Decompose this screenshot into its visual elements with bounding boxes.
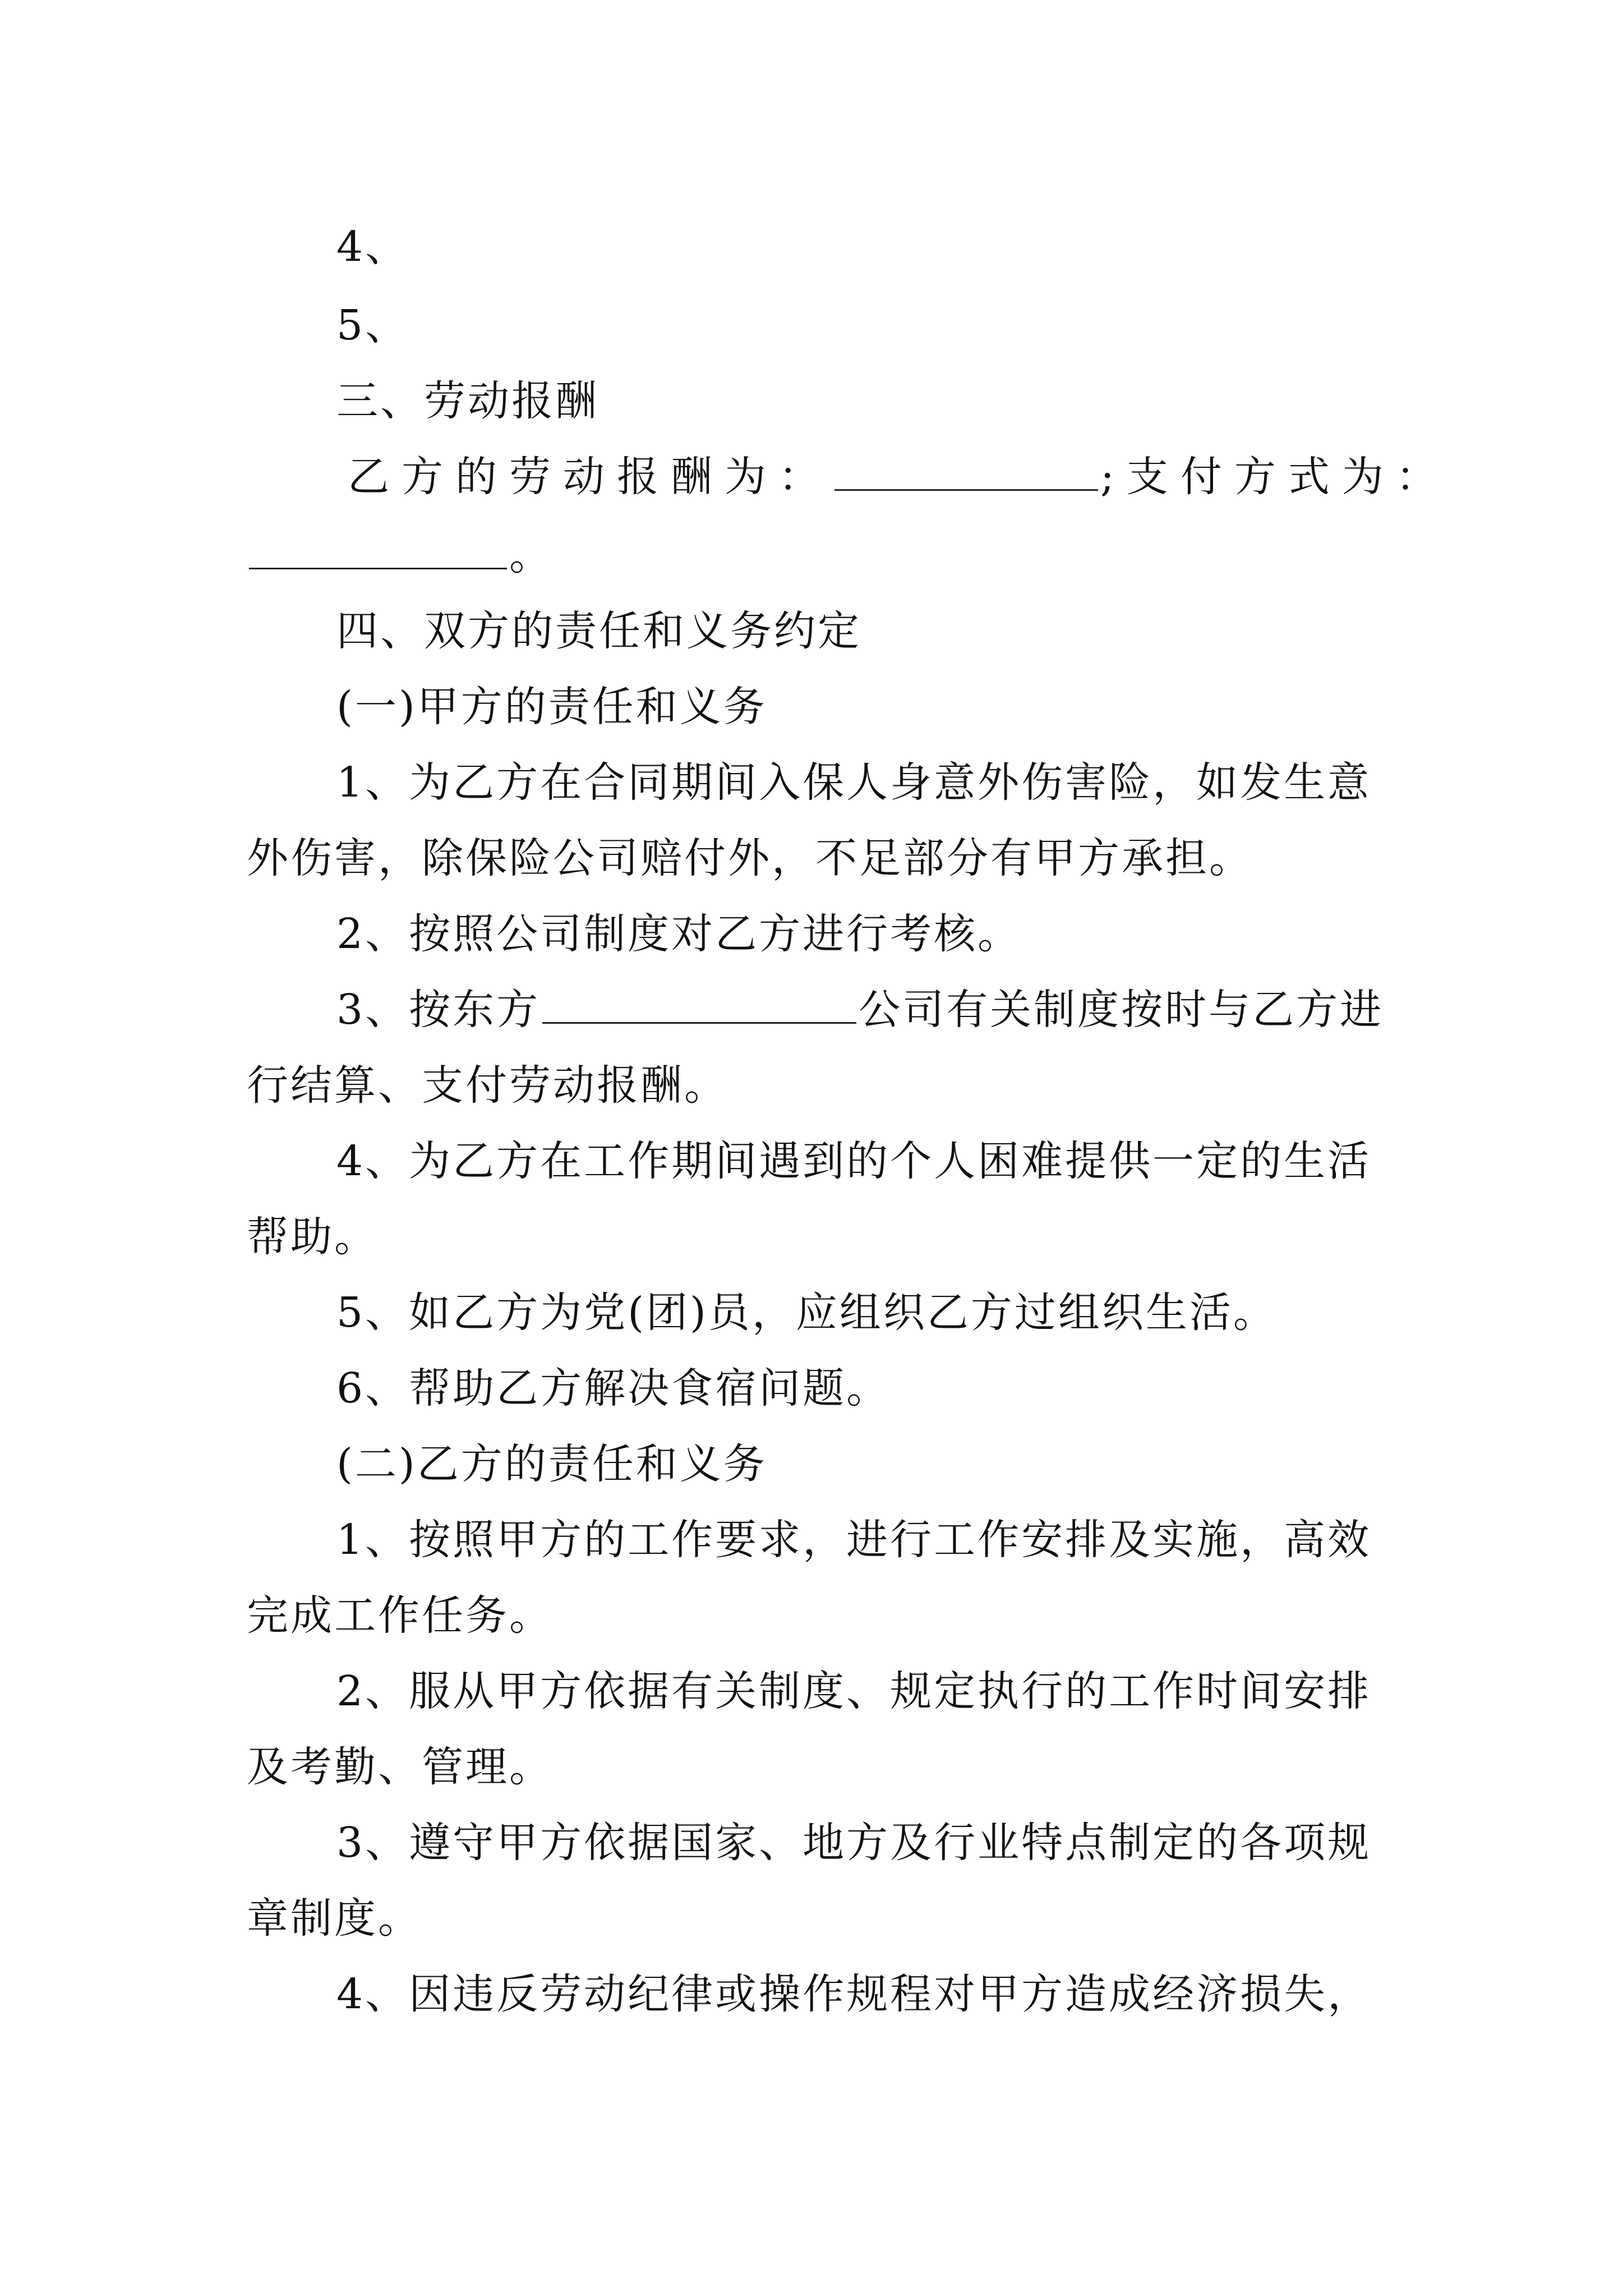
paragraph-line: 完成工作任务。 — [247, 1591, 553, 1640]
paragraph-line: 1、按照甲方的工作要求，进行工作安排及实施，高效 — [336, 1516, 1372, 1564]
paragraph-line: 行结算、支付劳动报酬。 — [247, 1061, 728, 1110]
paragraph-line: 外伤害，除保险公司赔付外，不足部分有甲方承担。 — [247, 834, 1253, 882]
section-heading-remuneration: 三、劳动报酬 — [336, 377, 599, 425]
remuneration-line — [348, 449, 1450, 505]
item-5-blank: 5、 — [336, 301, 409, 349]
item-4-blank: 4、 — [336, 223, 409, 271]
payment-method-end: 。 — [509, 531, 553, 579]
settlement-line — [336, 982, 1387, 1038]
paragraph-line: 帮助。 — [247, 1213, 378, 1261]
paragraph-line: 4、因违反劳动纪律或操作规程对甲方造成经济损失， — [336, 1970, 1372, 2018]
paragraph-line: 6、帮助乙方解决食宿问题。 — [336, 1364, 891, 1412]
paragraph-line: 2、按照公司制度对乙方进行考核。 — [336, 910, 1022, 958]
paragraph-line: 5、如乙方为党(团)员，应组织乙方过组织生活。 — [336, 1289, 1277, 1337]
payment-method-label: ;支付方式为： — [1100, 453, 1450, 501]
section-heading-duties: 四、双方的责任和义务约定 — [336, 607, 861, 655]
paragraph-line: 章制度。 — [247, 1894, 422, 1943]
subheading-party-b: (二)乙方的责任和义务 — [336, 1440, 767, 1488]
payment-method-blank — [249, 532, 507, 569]
settlement-suffix: 公司有关制度按时与乙方进 — [859, 986, 1384, 1034]
payment-method-line — [247, 527, 1387, 583]
paragraph-line: 及考勤、管理。 — [247, 1743, 553, 1791]
paragraph-line: 2、服从甲方依据有关制度、规定执行的工作时间安排 — [336, 1667, 1372, 1715]
company-name-blank — [542, 986, 856, 1024]
remuneration-blank — [834, 453, 1098, 491]
paragraph-line: 4、为乙方在工作期间遇到的个人困难提供一定的生活 — [336, 1137, 1372, 1185]
paragraph-line: 3、遵守甲方依据国家、地方及行业特点制定的各项规 — [336, 1819, 1372, 1867]
settlement-prefix: 3、按东方 — [336, 986, 541, 1034]
remuneration-label: 乙方的劳动报酬为： — [348, 453, 832, 501]
paragraph-line: 1、为乙方在合同期间入保人身意外伤害险，如发生意 — [336, 758, 1372, 807]
subheading-party-a: (一)甲方的责任和义务 — [336, 683, 767, 731]
